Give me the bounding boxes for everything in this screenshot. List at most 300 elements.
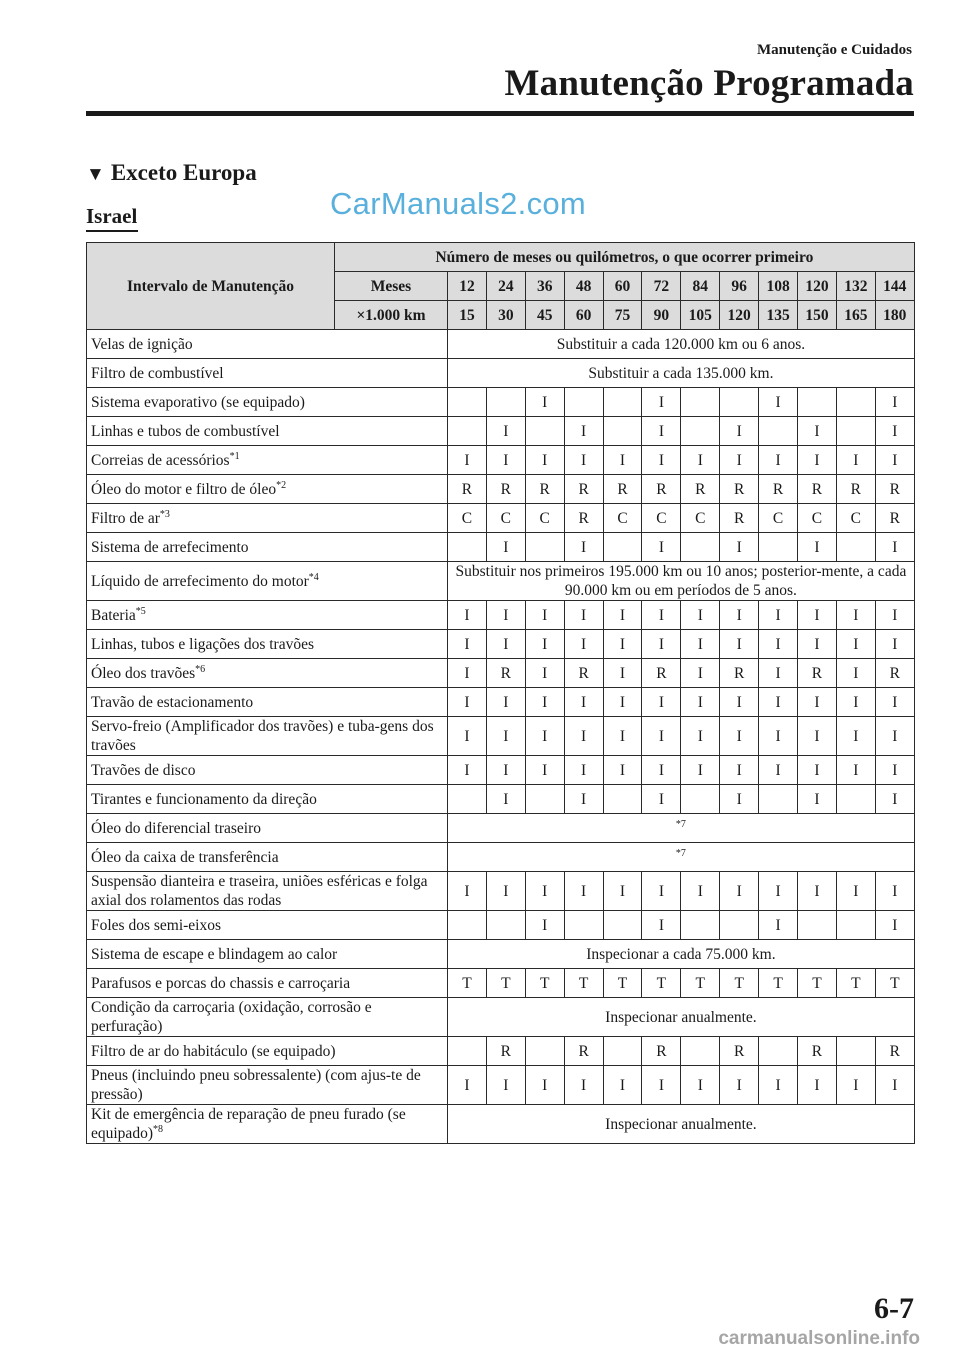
month-header: 24 bbox=[486, 272, 525, 301]
schedule-cell: I bbox=[564, 756, 603, 785]
schedule-cell: I bbox=[720, 1066, 759, 1105]
schedule-cell: I bbox=[564, 717, 603, 756]
schedule-cell: I bbox=[798, 785, 837, 814]
schedule-cell: I bbox=[486, 717, 525, 756]
schedule-cell bbox=[759, 1037, 798, 1066]
schedule-cell: I bbox=[603, 601, 642, 630]
schedule-cell: I bbox=[448, 630, 487, 659]
schedule-cell bbox=[603, 911, 642, 940]
schedule-cell: I bbox=[759, 1066, 798, 1105]
schedule-cell: I bbox=[720, 630, 759, 659]
schedule-cell: R bbox=[875, 1037, 914, 1066]
sub-heading: Israel bbox=[86, 204, 138, 228]
schedule-cell bbox=[759, 417, 798, 446]
schedule-cell bbox=[525, 417, 564, 446]
schedule-cell: T bbox=[759, 969, 798, 998]
schedule-cell: I bbox=[525, 388, 564, 417]
schedule-cell: I bbox=[836, 1066, 875, 1105]
item-name-text: Parafusos e porcas do chassis e carroçaria bbox=[91, 974, 351, 992]
km-header: 135 bbox=[759, 301, 798, 330]
schedule-cell bbox=[603, 417, 642, 446]
schedule-cell: I bbox=[525, 872, 564, 911]
month-header: 132 bbox=[836, 272, 875, 301]
sub-heading-underline bbox=[86, 230, 138, 232]
item-name bbox=[87, 756, 448, 785]
footer-watermark: carmanualsonline.info bbox=[718, 1328, 920, 1349]
schedule-cell bbox=[836, 417, 875, 446]
schedule-cell: I bbox=[798, 417, 837, 446]
schedule-cell: R bbox=[720, 504, 759, 533]
schedule-cell bbox=[681, 911, 720, 940]
table-row bbox=[87, 330, 915, 359]
page-title: Manutenção Programada bbox=[504, 63, 914, 104]
schedule-cell: I bbox=[564, 688, 603, 717]
schedule-cell: T bbox=[798, 969, 837, 998]
schedule-cell: I bbox=[759, 446, 798, 475]
item-name-text: Travões de disco bbox=[91, 761, 196, 779]
km-header: 45 bbox=[525, 301, 564, 330]
schedule-cell bbox=[681, 1037, 720, 1066]
table-row bbox=[87, 659, 915, 688]
schedule-cell bbox=[720, 388, 759, 417]
schedule-note: Inspecionar anualmente. bbox=[448, 1105, 915, 1144]
table-row bbox=[87, 504, 915, 533]
schedule-cell: I bbox=[798, 688, 837, 717]
item-name-text: Sistema de arrefecimento bbox=[91, 538, 249, 556]
item-name bbox=[87, 785, 448, 814]
item-name-text: Filtro de ar do habitáculo (se equipado) bbox=[91, 1042, 336, 1060]
table-row bbox=[87, 1066, 915, 1105]
section-heading bbox=[86, 160, 257, 186]
schedule-cell: I bbox=[486, 630, 525, 659]
schedule-cell: I bbox=[564, 630, 603, 659]
schedule-cell: I bbox=[525, 446, 564, 475]
month-header: 48 bbox=[564, 272, 603, 301]
interval-header: Intervalo de Manutenção bbox=[87, 243, 335, 330]
schedule-cell bbox=[798, 911, 837, 940]
schedule-cell bbox=[525, 1037, 564, 1066]
schedule-cell: R bbox=[642, 475, 681, 504]
schedule-cell: I bbox=[486, 446, 525, 475]
table-row bbox=[87, 688, 915, 717]
schedule-cell: T bbox=[603, 969, 642, 998]
item-name-text: Sistema de escape e blindagem ao calor bbox=[91, 945, 338, 963]
schedule-cell: T bbox=[525, 969, 564, 998]
schedule-cell: I bbox=[642, 911, 681, 940]
schedule-cell bbox=[681, 417, 720, 446]
month-header: 12 bbox=[448, 272, 487, 301]
maintenance-table bbox=[86, 242, 915, 1144]
schedule-cell: I bbox=[875, 417, 914, 446]
schedule-cell: I bbox=[875, 785, 914, 814]
schedule-cell: R bbox=[798, 475, 837, 504]
table-row bbox=[87, 843, 915, 872]
footnote-ref: *8 bbox=[152, 1123, 163, 1135]
schedule-cell: I bbox=[603, 1066, 642, 1105]
schedule-cell: T bbox=[486, 969, 525, 998]
table-row bbox=[87, 998, 915, 1037]
schedule-cell: I bbox=[798, 601, 837, 630]
schedule-cell: R bbox=[642, 1037, 681, 1066]
footnote-ref: *3 bbox=[159, 508, 170, 520]
item-name-text: Suspensão dianteira e traseira, uniões esféricas e folga axial dos rolamentos das rodas bbox=[91, 873, 428, 909]
schedule-cell: C bbox=[603, 504, 642, 533]
schedule-cell bbox=[836, 388, 875, 417]
schedule-cell: I bbox=[798, 1066, 837, 1105]
schedule-cell: I bbox=[564, 533, 603, 562]
item-name bbox=[87, 504, 448, 533]
schedule-cell: I bbox=[836, 630, 875, 659]
schedule-cell: I bbox=[681, 717, 720, 756]
schedule-cell bbox=[681, 533, 720, 562]
schedule-cell: R bbox=[603, 475, 642, 504]
schedule-cell: I bbox=[525, 688, 564, 717]
schedule-note: Substituir nos primeiros 195.000 km ou 10 anos; posterior-mente, a cada 90.000 km ou em períodos de 5 anos. bbox=[448, 562, 915, 601]
schedule-note: Inspecionar a cada 75.000 km. bbox=[448, 940, 915, 969]
schedule-cell: I bbox=[836, 601, 875, 630]
schedule-cell: R bbox=[720, 1037, 759, 1066]
schedule-cell bbox=[836, 911, 875, 940]
header-rule bbox=[86, 111, 914, 116]
schedule-cell: I bbox=[720, 601, 759, 630]
table-row bbox=[87, 388, 915, 417]
table-row bbox=[87, 359, 915, 388]
schedule-cell: I bbox=[875, 1066, 914, 1105]
schedule-cell bbox=[486, 388, 525, 417]
item-name bbox=[87, 1066, 448, 1105]
schedule-cell: R bbox=[720, 659, 759, 688]
schedule-cell: I bbox=[720, 688, 759, 717]
schedule-cell: I bbox=[642, 1066, 681, 1105]
schedule-cell: I bbox=[486, 1066, 525, 1105]
schedule-cell: I bbox=[486, 533, 525, 562]
item-name-text: Filtro de combustível bbox=[91, 364, 224, 382]
schedule-cell: I bbox=[759, 688, 798, 717]
item-name bbox=[87, 446, 448, 475]
schedule-cell: I bbox=[759, 388, 798, 417]
item-name bbox=[87, 533, 448, 562]
schedule-cell: R bbox=[564, 659, 603, 688]
schedule-cell: I bbox=[875, 911, 914, 940]
schedule-cell: R bbox=[798, 1037, 837, 1066]
schedule-cell: R bbox=[759, 475, 798, 504]
schedule-cell: T bbox=[681, 969, 720, 998]
schedule-cell: R bbox=[564, 475, 603, 504]
schedule-cell: I bbox=[681, 601, 720, 630]
item-name-text: Óleo da caixa de transferência bbox=[91, 848, 279, 866]
schedule-cell: I bbox=[836, 872, 875, 911]
km-label: ×1.000 km bbox=[335, 301, 448, 330]
schedule-cell: I bbox=[720, 756, 759, 785]
footnote-ref: *4 bbox=[308, 571, 319, 583]
schedule-cell: I bbox=[720, 717, 759, 756]
schedule-cell: I bbox=[642, 601, 681, 630]
km-header: 150 bbox=[798, 301, 837, 330]
schedule-cell: I bbox=[603, 659, 642, 688]
item-name bbox=[87, 717, 448, 756]
schedule-cell bbox=[525, 533, 564, 562]
watermark-logo: CarManuals2.com bbox=[330, 186, 587, 221]
schedule-cell: I bbox=[564, 417, 603, 446]
item-name bbox=[87, 475, 448, 504]
item-name bbox=[87, 330, 448, 359]
schedule-cell: I bbox=[759, 756, 798, 785]
schedule-cell: I bbox=[836, 717, 875, 756]
schedule-cell: I bbox=[875, 872, 914, 911]
month-header: 60 bbox=[603, 272, 642, 301]
section-header: Manutenção e Cuidados bbox=[756, 42, 912, 58]
item-name-text: Velas de ignição bbox=[91, 335, 193, 353]
item-name bbox=[87, 688, 448, 717]
page-number: 6-7 bbox=[874, 1292, 914, 1325]
schedule-cell: I bbox=[603, 630, 642, 659]
schedule-cell: I bbox=[486, 601, 525, 630]
item-name bbox=[87, 359, 448, 388]
schedule-cell: C bbox=[642, 504, 681, 533]
schedule-cell: I bbox=[603, 756, 642, 785]
table-row bbox=[87, 940, 915, 969]
schedule-cell: I bbox=[875, 601, 914, 630]
schedule-cell: T bbox=[875, 969, 914, 998]
schedule-cell: I bbox=[720, 785, 759, 814]
km-header: 180 bbox=[875, 301, 914, 330]
schedule-cell: I bbox=[759, 659, 798, 688]
schedule-cell bbox=[681, 785, 720, 814]
schedule-cell bbox=[759, 533, 798, 562]
schedule-cell: I bbox=[486, 417, 525, 446]
item-name-text: Foles dos semi-eixos bbox=[91, 916, 222, 934]
item-name-text: Pneus (incluindo pneu sobressalente) (com ajus-te de pressão) bbox=[91, 1067, 421, 1103]
footnote-ref: *7 bbox=[675, 818, 686, 830]
item-name-text: Linhas e tubos de combustível bbox=[91, 422, 280, 440]
schedule-cell bbox=[603, 1037, 642, 1066]
km-header: 90 bbox=[642, 301, 681, 330]
table-row bbox=[87, 562, 915, 601]
schedule-cell bbox=[759, 785, 798, 814]
item-name bbox=[87, 911, 448, 940]
table-row bbox=[87, 533, 915, 562]
schedule-cell: I bbox=[875, 388, 914, 417]
schedule-cell: R bbox=[681, 475, 720, 504]
item-name bbox=[87, 940, 448, 969]
footnote-ref: *5 bbox=[135, 605, 146, 617]
item-name bbox=[87, 417, 448, 446]
schedule-cell: I bbox=[525, 659, 564, 688]
schedule-cell: I bbox=[525, 1066, 564, 1105]
schedule-cell: R bbox=[720, 475, 759, 504]
schedule-cell: I bbox=[525, 911, 564, 940]
table-row bbox=[87, 969, 915, 998]
schedule-cell: I bbox=[720, 872, 759, 911]
schedule-cell: I bbox=[642, 446, 681, 475]
schedule-cell: C bbox=[448, 504, 487, 533]
schedule-cell: I bbox=[681, 688, 720, 717]
schedule-cell: C bbox=[681, 504, 720, 533]
schedule-cell: I bbox=[798, 872, 837, 911]
month-header: 108 bbox=[759, 272, 798, 301]
schedule-cell: R bbox=[875, 659, 914, 688]
schedule-cell bbox=[603, 785, 642, 814]
schedule-cell: I bbox=[564, 446, 603, 475]
schedule-cell bbox=[603, 388, 642, 417]
schedule-cell: C bbox=[525, 504, 564, 533]
schedule-cell: I bbox=[564, 1066, 603, 1105]
schedule-cell: I bbox=[448, 659, 487, 688]
schedule-cell bbox=[836, 1037, 875, 1066]
schedule-cell: T bbox=[836, 969, 875, 998]
item-name-text: Líquido de arrefecimento do motor bbox=[91, 572, 309, 590]
schedule-cell: I bbox=[486, 785, 525, 814]
schedule-cell: I bbox=[564, 872, 603, 911]
km-header: 60 bbox=[564, 301, 603, 330]
item-name-text: Óleo do motor e filtro de óleo bbox=[91, 480, 277, 498]
schedule-cell: I bbox=[525, 601, 564, 630]
schedule-cell: I bbox=[681, 1066, 720, 1105]
item-name bbox=[87, 843, 448, 872]
item-name-text: Correias de acessórios bbox=[91, 451, 230, 469]
km-header: 165 bbox=[836, 301, 875, 330]
item-name bbox=[87, 630, 448, 659]
item-name bbox=[87, 1105, 448, 1144]
item-name-text: Condição da carroçaria (oxidação, corrosão e perfuração) bbox=[91, 999, 372, 1035]
schedule-cell: I bbox=[798, 630, 837, 659]
schedule-cell: I bbox=[875, 446, 914, 475]
km-header: 120 bbox=[720, 301, 759, 330]
schedule-cell bbox=[720, 911, 759, 940]
footnote-ref: *7 bbox=[675, 847, 686, 859]
schedule-cell bbox=[564, 911, 603, 940]
item-name-text: Bateria bbox=[91, 606, 136, 624]
item-name-text: Sistema evaporativo (se equipado) bbox=[91, 393, 305, 411]
item-name-text: Linhas, tubos e ligações dos travões bbox=[91, 635, 314, 653]
schedule-cell: C bbox=[486, 504, 525, 533]
schedule-cell: I bbox=[448, 717, 487, 756]
month-header: 120 bbox=[798, 272, 837, 301]
schedule-cell: I bbox=[448, 446, 487, 475]
table-row bbox=[87, 1105, 915, 1144]
schedule-cell: T bbox=[564, 969, 603, 998]
table-row bbox=[87, 785, 915, 814]
table-row bbox=[87, 911, 915, 940]
schedule-cell bbox=[448, 417, 487, 446]
schedule-cell bbox=[798, 388, 837, 417]
schedule-cell bbox=[564, 388, 603, 417]
table-row bbox=[87, 756, 915, 785]
schedule-cell: I bbox=[448, 756, 487, 785]
schedule-note: Inspecionar anualmente. bbox=[448, 998, 915, 1037]
item-name-text: Tirantes e funcionamento da direção bbox=[91, 790, 317, 808]
schedule-cell: R bbox=[486, 475, 525, 504]
schedule-cell: I bbox=[642, 717, 681, 756]
schedule-cell: I bbox=[486, 756, 525, 785]
schedule-note bbox=[448, 843, 915, 872]
schedule-cell: I bbox=[798, 756, 837, 785]
schedule-cell bbox=[448, 388, 487, 417]
schedule-cell: I bbox=[642, 388, 681, 417]
item-name-text: Travão de estacionamento bbox=[91, 693, 254, 711]
schedule-note: Substituir a cada 135.000 km. bbox=[448, 359, 915, 388]
table-row bbox=[87, 601, 915, 630]
schedule-cell: I bbox=[603, 717, 642, 756]
table-row bbox=[87, 717, 915, 756]
item-name-text: Óleo do diferencial traseiro bbox=[91, 819, 261, 837]
schedule-cell: I bbox=[564, 601, 603, 630]
month-header: 144 bbox=[875, 272, 914, 301]
schedule-cell: I bbox=[642, 872, 681, 911]
schedule-cell: I bbox=[720, 446, 759, 475]
schedule-cell: I bbox=[642, 533, 681, 562]
schedule-cell: I bbox=[642, 756, 681, 785]
month-header: 96 bbox=[720, 272, 759, 301]
schedule-cell: I bbox=[875, 533, 914, 562]
item-name bbox=[87, 969, 448, 998]
schedule-cell: I bbox=[564, 785, 603, 814]
table-row bbox=[87, 417, 915, 446]
schedule-cell: R bbox=[642, 659, 681, 688]
schedule-cell: I bbox=[875, 756, 914, 785]
schedule-cell: I bbox=[603, 872, 642, 911]
schedule-cell: I bbox=[486, 872, 525, 911]
schedule-cell: I bbox=[875, 630, 914, 659]
table-row bbox=[87, 872, 915, 911]
schedule-cell: I bbox=[681, 659, 720, 688]
schedule-cell: R bbox=[836, 475, 875, 504]
month-header: 36 bbox=[525, 272, 564, 301]
schedule-cell: R bbox=[486, 1037, 525, 1066]
schedule-cell bbox=[448, 911, 487, 940]
schedule-cell: I bbox=[836, 688, 875, 717]
schedule-cell: I bbox=[448, 872, 487, 911]
triangle-down-icon: ▼ bbox=[86, 164, 105, 185]
schedule-cell: I bbox=[875, 717, 914, 756]
schedule-cell: I bbox=[681, 756, 720, 785]
schedule-cell: R bbox=[525, 475, 564, 504]
schedule-cell: I bbox=[525, 717, 564, 756]
km-header: 15 bbox=[448, 301, 487, 330]
schedule-cell: R bbox=[486, 659, 525, 688]
month-header: 84 bbox=[681, 272, 720, 301]
km-header: 30 bbox=[486, 301, 525, 330]
item-name bbox=[87, 872, 448, 911]
schedule-cell: R bbox=[798, 659, 837, 688]
schedule-cell bbox=[448, 1037, 487, 1066]
item-name bbox=[87, 601, 448, 630]
section-heading-text: Exceto Europa bbox=[110, 160, 257, 185]
schedule-cell: I bbox=[759, 911, 798, 940]
schedule-cell: R bbox=[564, 504, 603, 533]
schedule-note bbox=[448, 814, 915, 843]
item-name-text: Óleo dos travões bbox=[91, 664, 196, 682]
schedule-cell: C bbox=[798, 504, 837, 533]
footnote-ref: *6 bbox=[195, 663, 206, 675]
schedule-cell: R bbox=[875, 475, 914, 504]
schedule-cell: T bbox=[720, 969, 759, 998]
schedule-cell: I bbox=[875, 688, 914, 717]
months-label: Meses bbox=[335, 272, 448, 301]
km-header: 105 bbox=[681, 301, 720, 330]
schedule-cell: I bbox=[720, 533, 759, 562]
schedule-note: Substituir a cada 120.000 km ou 6 anos. bbox=[448, 330, 915, 359]
item-name bbox=[87, 659, 448, 688]
item-name bbox=[87, 562, 448, 601]
item-name bbox=[87, 814, 448, 843]
schedule-cell bbox=[836, 533, 875, 562]
schedule-cell bbox=[448, 785, 487, 814]
month-header: 72 bbox=[642, 272, 681, 301]
schedule-cell: I bbox=[642, 630, 681, 659]
item-name bbox=[87, 388, 448, 417]
schedule-cell: I bbox=[681, 630, 720, 659]
